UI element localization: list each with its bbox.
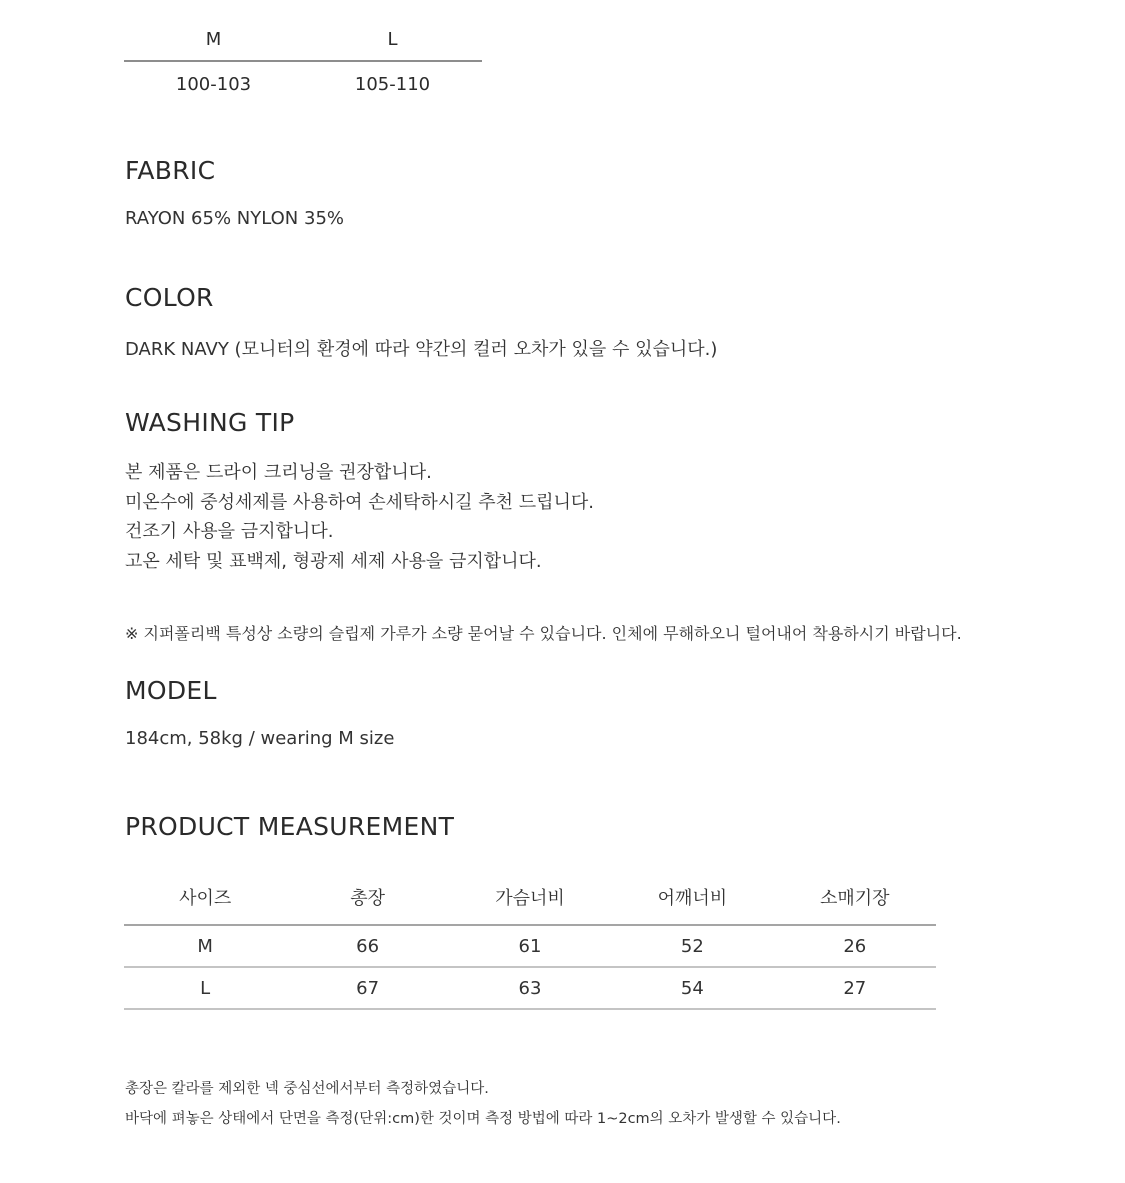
table-row — [124, 925, 936, 967]
size-value-l: 105-110 — [354, 74, 431, 95]
fabric-text: RAYON 65% NYLON 35% — [125, 208, 344, 229]
chest-size-header-row — [124, 28, 482, 62]
measurement-header-row — [124, 870, 936, 925]
table-cell: L — [124, 967, 286, 1009]
table-cell: 63 — [449, 967, 611, 1009]
table-cell: 61 — [449, 925, 611, 967]
table-cell: M — [124, 925, 286, 967]
washing-tip-title: WASHING TIP — [125, 408, 295, 437]
color-title: COLOR — [125, 283, 214, 312]
measurement-title: PRODUCT MEASUREMENT — [125, 812, 455, 841]
size-header-l: L — [387, 29, 398, 50]
table-cell: 52 — [611, 925, 773, 967]
washing-tip-list — [125, 458, 594, 576]
washing-tip-line: 미온수에 중성세제를 사용하여 손세탁하시길 추천 드립니다. — [125, 491, 595, 513]
washing-tip-line: 본 제품은 드라이 크리닝을 권장합니다. — [125, 462, 432, 483]
chest-size-table — [124, 28, 482, 108]
washing-tip-line: 고온 세탁 및 표백제, 형광제 세제 사용을 금지합니다. — [125, 550, 542, 572]
footnote-line: 바닥에 펴놓은 상태에서 단면을 측정(단위:cm)한 것이며 측정 방법에 따라 1~2cm의 오차가 발생할 수 있습니다. — [125, 1111, 841, 1127]
size-header-m: M — [205, 29, 222, 50]
table-cell: 26 — [774, 925, 936, 967]
washing-tip-line: 건조기 사용을 금지합니다. — [125, 521, 334, 542]
color-text: DARK NAVY (모니터의 환경에 따라 약간의 컬러 오차가 있을 수 있습니다.) — [125, 339, 718, 360]
table-cell: 66 — [286, 925, 448, 967]
measurement-table — [124, 870, 936, 1010]
model-title: MODEL — [125, 676, 217, 705]
measurement-footnotes — [125, 1074, 841, 1134]
fabric-title: FABRIC — [125, 156, 216, 185]
table-cell: 54 — [611, 967, 773, 1009]
table-cell: 67 — [286, 967, 448, 1009]
footnote-line: 총장은 칼라를 제외한 넥 중심선에서부터 측정하였습니다. — [125, 1081, 489, 1097]
chest-size-value-row — [124, 62, 482, 108]
model-text: 184cm, 58kg / wearing M size — [125, 728, 395, 749]
header-sleeve-length: 소매기장 — [774, 870, 936, 925]
table-row — [124, 967, 936, 1009]
header-total-length: 총장 — [286, 870, 448, 925]
header-chest-width: 가슴너비 — [449, 870, 611, 925]
table-cell: 27 — [774, 967, 936, 1009]
header-shoulder-width: 어깨너비 — [611, 870, 773, 925]
size-value-m: 100-103 — [175, 74, 252, 95]
header-size: 사이즈 — [124, 870, 286, 925]
zipper-bag-note: ※ 지퍼폴리백 특성상 소량의 슬립제 가루가 소량 묻어날 수 있습니다. 인체에 무해하오니 털어내어 착용하시기 바랍니다. — [125, 624, 962, 643]
